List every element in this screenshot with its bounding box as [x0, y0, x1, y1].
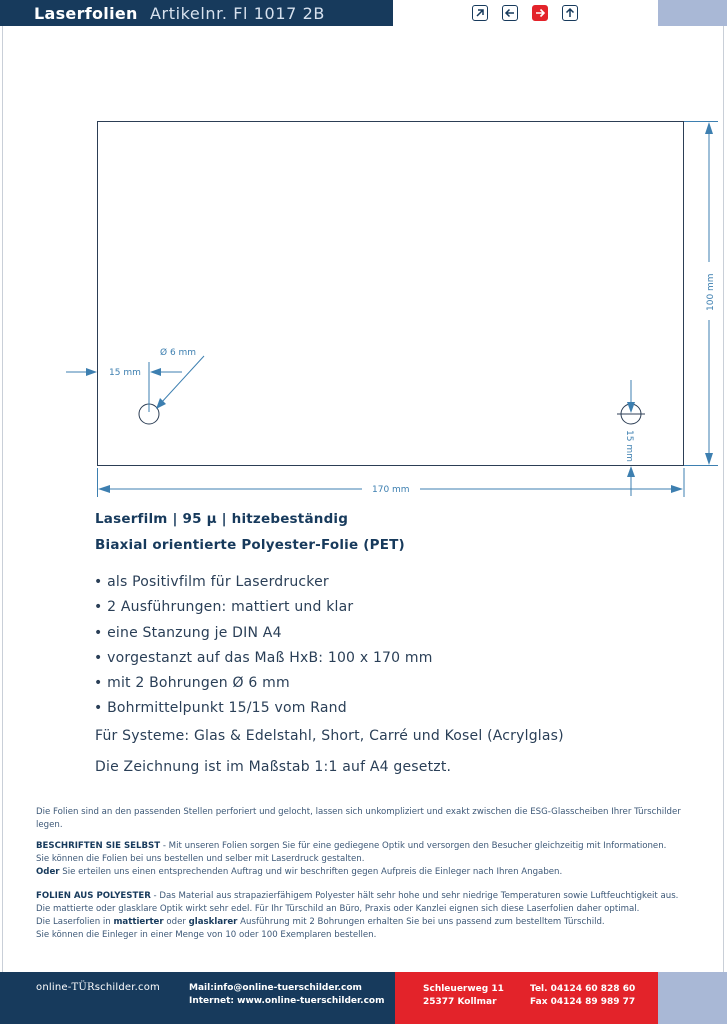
footer — [0, 972, 727, 1024]
footer-brand-logo: online-TÜRschilder.com — [36, 982, 160, 993]
page-title: Laserfolien — [34, 4, 138, 23]
info-paragraph-polyester: FOLIEN AUS POLYESTER - Das Material aus strapazierfähigem Polyester hält sehr hohe und sehr niedrige Temperaturen sowie Luftfeuchtigkeit aus. Die mattierte oder glasklare Optik wirkt sehr edel. Für Ihr Türschild an Büro, Praxis oder Kanzlei eignen sich diese Laserfolien daher optimal. Die Laserfolien in mattierter oder glasklarer Ausführung mit 2 Bohrungen erhalten Sie bei uns passend zum bestelltem Türschild. Sie können die Einleger in einer Menge von 10 oder 100 Exemplaren bestellen. — [36, 891, 679, 940]
list-item: • mit 2 Bohrungen Ø 6 mm — [94, 675, 290, 692]
left-offset-label: 15 mm — [109, 368, 141, 378]
height-dimension — [705, 122, 716, 465]
article-number: Artikelnr. Fl 1017 2B — [150, 4, 325, 23]
footer-website-link[interactable]: Internet: www.online-tuerschilder.com — [189, 996, 385, 1006]
scale-note: Die Zeichnung ist im Maßstab 1:1 auf A4 gesetzt. — [95, 759, 452, 775]
footer-street: Schleuerweg 11 — [423, 984, 504, 994]
info-paragraph-perforation: Die Folien sind an den passenden Stellen perforiert und gelocht, lassen sich unkompliziert und exakt zwischen die ESG-Glasscheiben Ihrer Türschilder legen. — [36, 807, 681, 830]
list-item: • eine Stanzung je DIN A4 — [94, 624, 282, 641]
foil-outline — [98, 122, 684, 466]
list-item: • als Positivfilm für Laserdrucker — [94, 574, 329, 590]
width-dimension — [98, 485, 683, 495]
product-subheading: Biaxial orientierte Polyester-Folie (PET) — [95, 537, 405, 553]
info-paragraph-self-labeling: BESCHRIFTEN SIE SELBST - Mit unseren Folien sorgen Sie für eine gediegene Optik und versorgen den Besucher gleichzeitig mit Informationen. Sie können die Folien bei uns bestellen und selber mit Laserdruck gestalten. Oder Sie erteilen uns einen entsprechenden Auftrag und wir beschriften gegen Aufpreis die Einleger nach Ihren Angaben. — [36, 841, 667, 877]
list-item: • Bohrmittelpunkt 15/15 vom Rand — [94, 700, 347, 717]
product-heading: Laserfilm | 95 µ | hitzebeständig — [95, 511, 349, 527]
footer-email-link[interactable]: Mail:info@online-tuerschilder.com — [189, 983, 362, 993]
feature-list — [94, 571, 433, 723]
info-label-self: BESCHRIFTEN SIE SELBST — [36, 841, 161, 851]
bottom-offset-label: 15 mm — [624, 430, 634, 462]
technical-drawing — [0, 0, 727, 510]
list-item: • 2 Ausführungen: mattiert und klar — [94, 599, 354, 616]
footer-phone: Tel. 04124 60 828 60 — [530, 984, 636, 994]
systems-text: Für Systeme: Glas & Edelstahl, Short, Carré und Kosel (Acrylglas) — [95, 728, 564, 744]
list-item: • vorgestanzt auf das Maß HxB: 100 x 170 mm — [94, 649, 433, 666]
height-label: 100 mm — [706, 273, 716, 311]
hole-diameter-label: Ø 6 mm — [160, 348, 197, 358]
info-label-polyester: FOLIEN AUS POLYESTER — [36, 891, 151, 901]
footer-fax: Fax 04124 89 989 77 — [530, 997, 636, 1007]
width-label: 170 mm — [372, 485, 410, 495]
footer-city: 25377 Kollmar — [423, 997, 497, 1007]
